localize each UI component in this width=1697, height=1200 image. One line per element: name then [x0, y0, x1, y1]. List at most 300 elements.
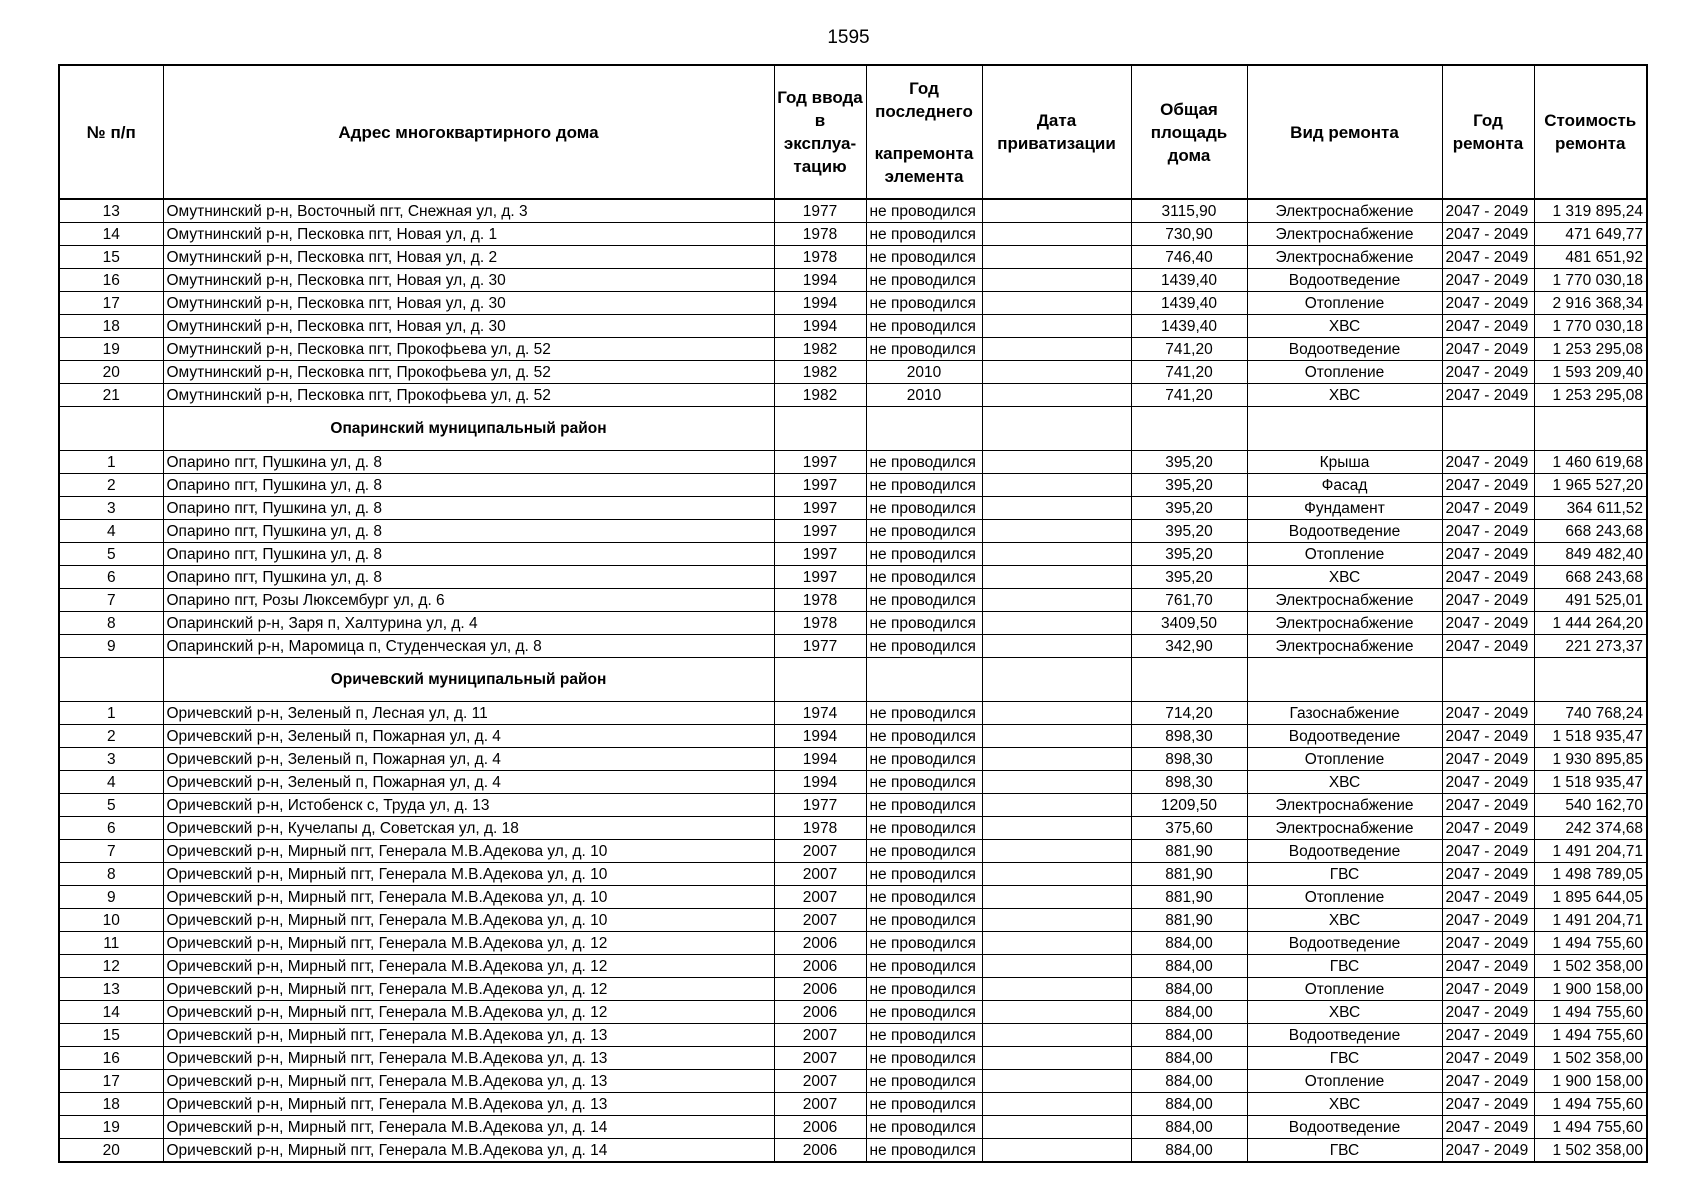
cell-year-built: 2007	[774, 886, 866, 909]
cell-num: 17	[59, 292, 163, 315]
cell-repair-type: ГВС	[1247, 1047, 1442, 1070]
cell-repair-year: 2047 - 2049	[1442, 292, 1534, 315]
cell-area: 730,90	[1131, 223, 1247, 246]
table-row	[59, 315, 1647, 338]
cell-num: 10	[59, 909, 163, 932]
header-repair-year: Год ремонта	[1442, 65, 1534, 199]
cell-repair-type: Отопление	[1247, 543, 1442, 566]
cell-year-built: 2007	[774, 1024, 866, 1047]
cell-repair-year: 2047 - 2049	[1442, 725, 1534, 748]
cell-num: 13	[59, 199, 163, 223]
cell-repair-year: 2047 - 2049	[1442, 497, 1534, 520]
table-row	[59, 748, 1647, 771]
cell-privatization	[982, 840, 1131, 863]
cell-num: 5	[59, 543, 163, 566]
cell-repair-type: Фасад	[1247, 474, 1442, 497]
table-row	[59, 338, 1647, 361]
cell-year-built: 2006	[774, 978, 866, 1001]
cell-privatization	[982, 246, 1131, 269]
cell-repair-year: 2047 - 2049	[1442, 886, 1534, 909]
cell-address: Омутнинский р-н, Песковка пгт, Новая ул, д. 2	[163, 246, 774, 269]
cell-address: Оричевский р-н, Мирный пгт, Генерала М.В.Адекова ул, д. 13	[163, 1093, 774, 1116]
cell-last-repair: не проводился	[866, 1024, 982, 1047]
table-header	[59, 65, 1647, 199]
cell-num: 20	[59, 361, 163, 384]
cell-address: Омутнинский р-н, Песковка пгт, Новая ул, д. 30	[163, 315, 774, 338]
cell-area: 884,00	[1131, 1139, 1247, 1163]
cell-privatization	[982, 338, 1131, 361]
cell-last-repair: не проводился	[866, 292, 982, 315]
cell-num: 3	[59, 497, 163, 520]
cell-year-built: 2007	[774, 909, 866, 932]
cell-area: 3409,50	[1131, 612, 1247, 635]
cell-area: 395,20	[1131, 543, 1247, 566]
cell-num: 5	[59, 794, 163, 817]
cell-cost: 540 162,70	[1534, 794, 1647, 817]
cell-repair-year: 2047 - 2049	[1442, 955, 1534, 978]
cell-cost: 471 649,77	[1534, 223, 1647, 246]
cell-repair-year: 2047 - 2049	[1442, 338, 1534, 361]
cell-cost: 1 253 295,08	[1534, 338, 1647, 361]
cell-last-repair: не проводился	[866, 771, 982, 794]
cell-area: 884,00	[1131, 978, 1247, 1001]
cell-repair-type: ГВС	[1247, 1139, 1442, 1163]
cell-address: Оричевский р-н, Зеленый п, Пожарная ул, д. 4	[163, 771, 774, 794]
cell-year-built: 2006	[774, 932, 866, 955]
cell-repair-year: 2047 - 2049	[1442, 817, 1534, 840]
cell-cost: 1 494 755,60	[1534, 1093, 1647, 1116]
table-row	[59, 474, 1647, 497]
cell-area: 761,70	[1131, 589, 1247, 612]
cell-area: 395,20	[1131, 497, 1247, 520]
cell-repair-type: Водоотведение	[1247, 840, 1442, 863]
cell-cost: 1 518 935,47	[1534, 725, 1647, 748]
cell-repair-type: Водоотведение	[1247, 1116, 1442, 1139]
cell-num: 20	[59, 1139, 163, 1163]
cell-year-built: 1978	[774, 589, 866, 612]
cell-address: Опарино пгт, Пушкина ул, д. 8	[163, 497, 774, 520]
cell-repair-year: 2047 - 2049	[1442, 269, 1534, 292]
cell-area: 884,00	[1131, 932, 1247, 955]
cell-repair-year: 2047 - 2049	[1442, 702, 1534, 725]
table-row	[59, 863, 1647, 886]
table-row	[59, 1024, 1647, 1047]
cell-privatization	[982, 748, 1131, 771]
cell-cost: 1 502 358,00	[1534, 1139, 1647, 1163]
cell-privatization	[982, 451, 1131, 474]
cell-last-repair: не проводился	[866, 246, 982, 269]
header-last-repair-line2: капремонта элемента	[874, 143, 974, 186]
cell-last-repair: не проводился	[866, 909, 982, 932]
cell-repair-type: Отопление	[1247, 361, 1442, 384]
cell-repair-year: 2047 - 2049	[1442, 635, 1534, 658]
cell-address: Омутнинский р-н, Восточный пгт, Снежная ул, д. 3	[163, 199, 774, 223]
table-row	[59, 886, 1647, 909]
cell-repair-type: Фундамент	[1247, 497, 1442, 520]
section-empty-cell	[1131, 658, 1247, 702]
cell-num: 1	[59, 451, 163, 474]
cell-last-repair: не проводился	[866, 497, 982, 520]
cell-address: Оричевский р-н, Мирный пгт, Генерала М.В.Адекова ул, д. 12	[163, 978, 774, 1001]
cell-address: Опарино пгт, Пушкина ул, д. 8	[163, 474, 774, 497]
table-row	[59, 384, 1647, 407]
cell-repair-year: 2047 - 2049	[1442, 840, 1534, 863]
cell-cost: 849 482,40	[1534, 543, 1647, 566]
cell-privatization	[982, 863, 1131, 886]
cell-cost: 481 651,92	[1534, 246, 1647, 269]
section-title: Опаринский муниципальный район	[163, 407, 774, 451]
cell-year-built: 2007	[774, 863, 866, 886]
cell-privatization	[982, 566, 1131, 589]
cell-year-built: 1977	[774, 199, 866, 223]
cell-repair-year: 2047 - 2049	[1442, 863, 1534, 886]
cell-address: Оричевский р-н, Кучелапы д, Советская ул, д. 18	[163, 817, 774, 840]
section-title: Оричевский муниципальный район	[163, 658, 774, 702]
cell-repair-year: 2047 - 2049	[1442, 748, 1534, 771]
cell-repair-year: 2047 - 2049	[1442, 794, 1534, 817]
cell-num: 6	[59, 817, 163, 840]
cell-repair-type: Отопление	[1247, 748, 1442, 771]
cell-cost: 1 494 755,60	[1534, 1116, 1647, 1139]
cell-year-built: 1997	[774, 451, 866, 474]
table-row	[59, 909, 1647, 932]
table-row	[59, 497, 1647, 520]
cell-address: Опарино пгт, Розы Люксембург ул, д. 6	[163, 589, 774, 612]
cell-area: 395,20	[1131, 451, 1247, 474]
cell-cost: 668 243,68	[1534, 520, 1647, 543]
cell-last-repair: не проводился	[866, 269, 982, 292]
cell-privatization	[982, 794, 1131, 817]
cell-last-repair: не проводился	[866, 474, 982, 497]
cell-num: 18	[59, 1093, 163, 1116]
table-row	[59, 771, 1647, 794]
cell-repair-year: 2047 - 2049	[1442, 589, 1534, 612]
cell-repair-year: 2047 - 2049	[1442, 932, 1534, 955]
table-row	[59, 566, 1647, 589]
cell-area: 881,90	[1131, 886, 1247, 909]
cell-year-built: 1982	[774, 361, 866, 384]
cell-num: 14	[59, 1001, 163, 1024]
cell-last-repair: не проводился	[866, 315, 982, 338]
cell-repair-type: Отопление	[1247, 1070, 1442, 1093]
cell-year-built: 2007	[774, 840, 866, 863]
cell-cost: 1 494 755,60	[1534, 1001, 1647, 1024]
section-row	[59, 658, 1647, 702]
cell-privatization	[982, 1093, 1131, 1116]
cell-num: 8	[59, 612, 163, 635]
cell-repair-year: 2047 - 2049	[1442, 1139, 1534, 1163]
cell-area: 884,00	[1131, 1116, 1247, 1139]
section-empty-cell	[1534, 407, 1647, 451]
cell-year-built: 2006	[774, 1139, 866, 1163]
cell-repair-type: Электроснабжение	[1247, 223, 1442, 246]
cell-num: 4	[59, 771, 163, 794]
table-row	[59, 794, 1647, 817]
cell-num: 17	[59, 1070, 163, 1093]
section-empty-cell	[1131, 407, 1247, 451]
cell-last-repair: не проводился	[866, 566, 982, 589]
cell-last-repair: не проводился	[866, 589, 982, 612]
cell-repair-year: 2047 - 2049	[1442, 315, 1534, 338]
table-row	[59, 840, 1647, 863]
cell-repair-year: 2047 - 2049	[1442, 771, 1534, 794]
cell-year-built: 2006	[774, 1116, 866, 1139]
cell-privatization	[982, 955, 1131, 978]
cell-num: 15	[59, 1024, 163, 1047]
cell-privatization	[982, 543, 1131, 566]
header-last-repair-line1: Год последнего	[875, 78, 973, 121]
cell-repair-type: Отопление	[1247, 292, 1442, 315]
cell-repair-year: 2047 - 2049	[1442, 1070, 1534, 1093]
header-address: Адрес многоквартирного дома	[163, 65, 774, 199]
cell-address: Опаринский р-н, Маромица п, Студенческая ул, д. 8	[163, 635, 774, 658]
cell-num: 18	[59, 315, 163, 338]
section-empty-cell	[59, 658, 163, 702]
cell-repair-type: Газоснабжение	[1247, 702, 1442, 725]
cell-privatization	[982, 725, 1131, 748]
cell-num: 7	[59, 589, 163, 612]
cell-area: 741,20	[1131, 361, 1247, 384]
cell-year-built: 1997	[774, 497, 866, 520]
cell-repair-year: 2047 - 2049	[1442, 246, 1534, 269]
section-row	[59, 407, 1647, 451]
cell-address: Оричевский р-н, Зеленый п, Пожарная ул, д. 4	[163, 725, 774, 748]
cell-last-repair: не проводился	[866, 1093, 982, 1116]
cell-year-built: 1974	[774, 702, 866, 725]
cell-area: 898,30	[1131, 771, 1247, 794]
cell-address: Оричевский р-н, Мирный пгт, Генерала М.В.Адекова ул, д. 14	[163, 1116, 774, 1139]
cell-cost: 1 319 895,24	[1534, 199, 1647, 223]
cell-area: 884,00	[1131, 1047, 1247, 1070]
cell-address: Оричевский р-н, Мирный пгт, Генерала М.В.Адекова ул, д. 12	[163, 932, 774, 955]
table-row	[59, 223, 1647, 246]
table-row	[59, 932, 1647, 955]
cell-privatization	[982, 361, 1131, 384]
section-empty-cell	[1534, 658, 1647, 702]
cell-last-repair: не проводился	[866, 223, 982, 246]
section-empty-cell	[1247, 407, 1442, 451]
cell-repair-year: 2047 - 2049	[1442, 223, 1534, 246]
cell-address: Оричевский р-н, Мирный пгт, Генерала М.В.Адекова ул, д. 13	[163, 1047, 774, 1070]
cell-area: 714,20	[1131, 702, 1247, 725]
header-cost: Стоимость ремонта	[1534, 65, 1647, 199]
cell-last-repair: не проводился	[866, 978, 982, 1001]
cell-year-built: 1997	[774, 543, 866, 566]
cell-year-built: 1994	[774, 269, 866, 292]
cell-num: 1	[59, 702, 163, 725]
cell-privatization	[982, 474, 1131, 497]
cell-repair-year: 2047 - 2049	[1442, 1047, 1534, 1070]
cell-year-built: 1978	[774, 246, 866, 269]
cell-cost: 1 900 158,00	[1534, 1070, 1647, 1093]
cell-repair-type: Водоотведение	[1247, 269, 1442, 292]
cell-last-repair: не проводился	[866, 543, 982, 566]
cell-last-repair: не проводился	[866, 748, 982, 771]
section-empty-cell	[866, 658, 982, 702]
header-year-built: Год ввода в эксплуа-тацию	[774, 65, 866, 199]
cell-year-built: 1977	[774, 635, 866, 658]
cell-num: 14	[59, 223, 163, 246]
cell-num: 7	[59, 840, 163, 863]
cell-area: 1439,40	[1131, 269, 1247, 292]
cell-last-repair: не проводился	[866, 932, 982, 955]
cell-cost: 364 611,52	[1534, 497, 1647, 520]
cell-repair-type: Водоотведение	[1247, 932, 1442, 955]
cell-privatization	[982, 1139, 1131, 1163]
cell-address: Оричевский р-н, Мирный пгт, Генерала М.В.Адекова ул, д. 14	[163, 1139, 774, 1163]
cell-repair-type: Электроснабжение	[1247, 199, 1442, 223]
cell-repair-year: 2047 - 2049	[1442, 199, 1534, 223]
cell-num: 19	[59, 338, 163, 361]
cell-privatization	[982, 886, 1131, 909]
section-empty-cell	[1247, 658, 1442, 702]
cell-num: 13	[59, 978, 163, 1001]
cell-address: Омутнинский р-н, Песковка пгт, Прокофьева ул, д. 52	[163, 384, 774, 407]
cell-num: 2	[59, 474, 163, 497]
header-privatization: Дата приватизации	[982, 65, 1131, 199]
cell-cost: 740 768,24	[1534, 702, 1647, 725]
cell-cost: 1 770 030,18	[1534, 315, 1647, 338]
cell-cost: 1 494 755,60	[1534, 1024, 1647, 1047]
cell-last-repair: 2010	[866, 361, 982, 384]
cell-repair-year: 2047 - 2049	[1442, 978, 1534, 1001]
cell-area: 881,90	[1131, 840, 1247, 863]
cell-address: Омутнинский р-н, Песковка пгт, Новая ул, д. 1	[163, 223, 774, 246]
section-empty-cell	[1442, 658, 1534, 702]
cell-repair-year: 2047 - 2049	[1442, 1001, 1534, 1024]
table-row	[59, 635, 1647, 658]
table-row	[59, 246, 1647, 269]
cell-repair-year: 2047 - 2049	[1442, 1024, 1534, 1047]
cell-area: 898,30	[1131, 725, 1247, 748]
cell-privatization	[982, 978, 1131, 1001]
cell-privatization	[982, 1001, 1131, 1024]
cell-area: 884,00	[1131, 1001, 1247, 1024]
cell-last-repair: не проводился	[866, 1001, 982, 1024]
cell-address: Оричевский р-н, Мирный пгт, Генерала М.В.Адекова ул, д. 12	[163, 955, 774, 978]
cell-privatization	[982, 1116, 1131, 1139]
header-num: № п/п	[59, 65, 163, 199]
cell-area: 395,20	[1131, 474, 1247, 497]
cell-address: Оричевский р-н, Мирный пгт, Генерала М.В.Адекова ул, д. 13	[163, 1070, 774, 1093]
table-row	[59, 292, 1647, 315]
cell-last-repair: не проводился	[866, 338, 982, 361]
section-empty-cell	[982, 407, 1131, 451]
cell-repair-type: Отопление	[1247, 978, 1442, 1001]
cell-privatization	[982, 315, 1131, 338]
cell-repair-type: Электроснабжение	[1247, 817, 1442, 840]
cell-repair-type: Водоотведение	[1247, 520, 1442, 543]
cell-repair-year: 2047 - 2049	[1442, 451, 1534, 474]
cell-last-repair: не проводился	[866, 1047, 982, 1070]
cell-year-built: 1994	[774, 771, 866, 794]
cell-repair-type: ХВС	[1247, 566, 1442, 589]
cell-address: Оричевский р-н, Мирный пгт, Генерала М.В.Адекова ул, д. 10	[163, 909, 774, 932]
cell-repair-type: ХВС	[1247, 771, 1442, 794]
cell-privatization	[982, 497, 1131, 520]
cell-repair-type: ХВС	[1247, 909, 1442, 932]
table-row	[59, 1047, 1647, 1070]
cell-last-repair: не проводился	[866, 725, 982, 748]
section-empty-cell	[59, 407, 163, 451]
cell-cost: 1 494 755,60	[1534, 932, 1647, 955]
cell-num: 6	[59, 566, 163, 589]
cell-cost: 1 491 204,71	[1534, 909, 1647, 932]
cell-area: 375,60	[1131, 817, 1247, 840]
table-row	[59, 543, 1647, 566]
cell-address: Оричевский р-н, Мирный пгт, Генерала М.В.Адекова ул, д. 13	[163, 1024, 774, 1047]
table-row	[59, 612, 1647, 635]
cell-repair-year: 2047 - 2049	[1442, 612, 1534, 635]
cell-address: Оричевский р-н, Мирный пгт, Генерала М.В.Адекова ул, д. 10	[163, 863, 774, 886]
repair-register-table	[58, 64, 1648, 1163]
table-row	[59, 1070, 1647, 1093]
cell-address: Опарино пгт, Пушкина ул, д. 8	[163, 566, 774, 589]
cell-privatization	[982, 292, 1131, 315]
cell-num: 9	[59, 635, 163, 658]
cell-repair-type: Водоотведение	[1247, 725, 1442, 748]
cell-repair-type: Крыша	[1247, 451, 1442, 474]
section-empty-cell	[1442, 407, 1534, 451]
cell-year-built: 2007	[774, 1070, 866, 1093]
cell-repair-type: ГВС	[1247, 863, 1442, 886]
cell-repair-year: 2047 - 2049	[1442, 566, 1534, 589]
cell-area: 1439,40	[1131, 292, 1247, 315]
cell-last-repair: не проводился	[866, 886, 982, 909]
cell-area: 395,20	[1131, 520, 1247, 543]
table-row	[59, 1093, 1647, 1116]
cell-privatization	[982, 1024, 1131, 1047]
table-row	[59, 978, 1647, 1001]
cell-cost: 1 460 619,68	[1534, 451, 1647, 474]
cell-cost: 1 502 358,00	[1534, 955, 1647, 978]
cell-last-repair: не проводился	[866, 702, 982, 725]
cell-year-built: 1994	[774, 292, 866, 315]
table-row	[59, 817, 1647, 840]
cell-num: 4	[59, 520, 163, 543]
cell-repair-year: 2047 - 2049	[1442, 1116, 1534, 1139]
cell-cost: 1 930 895,85	[1534, 748, 1647, 771]
cell-repair-year: 2047 - 2049	[1442, 909, 1534, 932]
cell-num: 15	[59, 246, 163, 269]
cell-address: Омутнинский р-н, Песковка пгт, Прокофьева ул, д. 52	[163, 338, 774, 361]
cell-cost: 1 770 030,18	[1534, 269, 1647, 292]
cell-privatization	[982, 589, 1131, 612]
cell-last-repair: не проводился	[866, 955, 982, 978]
cell-repair-year: 2047 - 2049	[1442, 384, 1534, 407]
cell-last-repair: не проводился	[866, 1070, 982, 1093]
cell-cost: 1 593 209,40	[1534, 361, 1647, 384]
cell-area: 884,00	[1131, 955, 1247, 978]
table-row	[59, 1116, 1647, 1139]
cell-num: 11	[59, 932, 163, 955]
header-repair-type: Вид ремонта	[1247, 65, 1442, 199]
cell-year-built: 2007	[774, 1093, 866, 1116]
cell-privatization	[982, 1070, 1131, 1093]
cell-address: Омутнинский р-н, Песковка пгт, Новая ул, д. 30	[163, 269, 774, 292]
cell-year-built: 1978	[774, 817, 866, 840]
cell-year-built: 1982	[774, 384, 866, 407]
cell-repair-type: ХВС	[1247, 315, 1442, 338]
cell-area: 746,40	[1131, 246, 1247, 269]
header-area: Общая площадь дома	[1131, 65, 1247, 199]
cell-privatization	[982, 817, 1131, 840]
cell-repair-type: Электроснабжение	[1247, 589, 1442, 612]
section-empty-cell	[774, 407, 866, 451]
cell-address: Опаринский р-н, Заря п, Халтурина ул, д. 4	[163, 612, 774, 635]
page-number: 1595	[827, 27, 870, 48]
cell-num: 16	[59, 269, 163, 292]
